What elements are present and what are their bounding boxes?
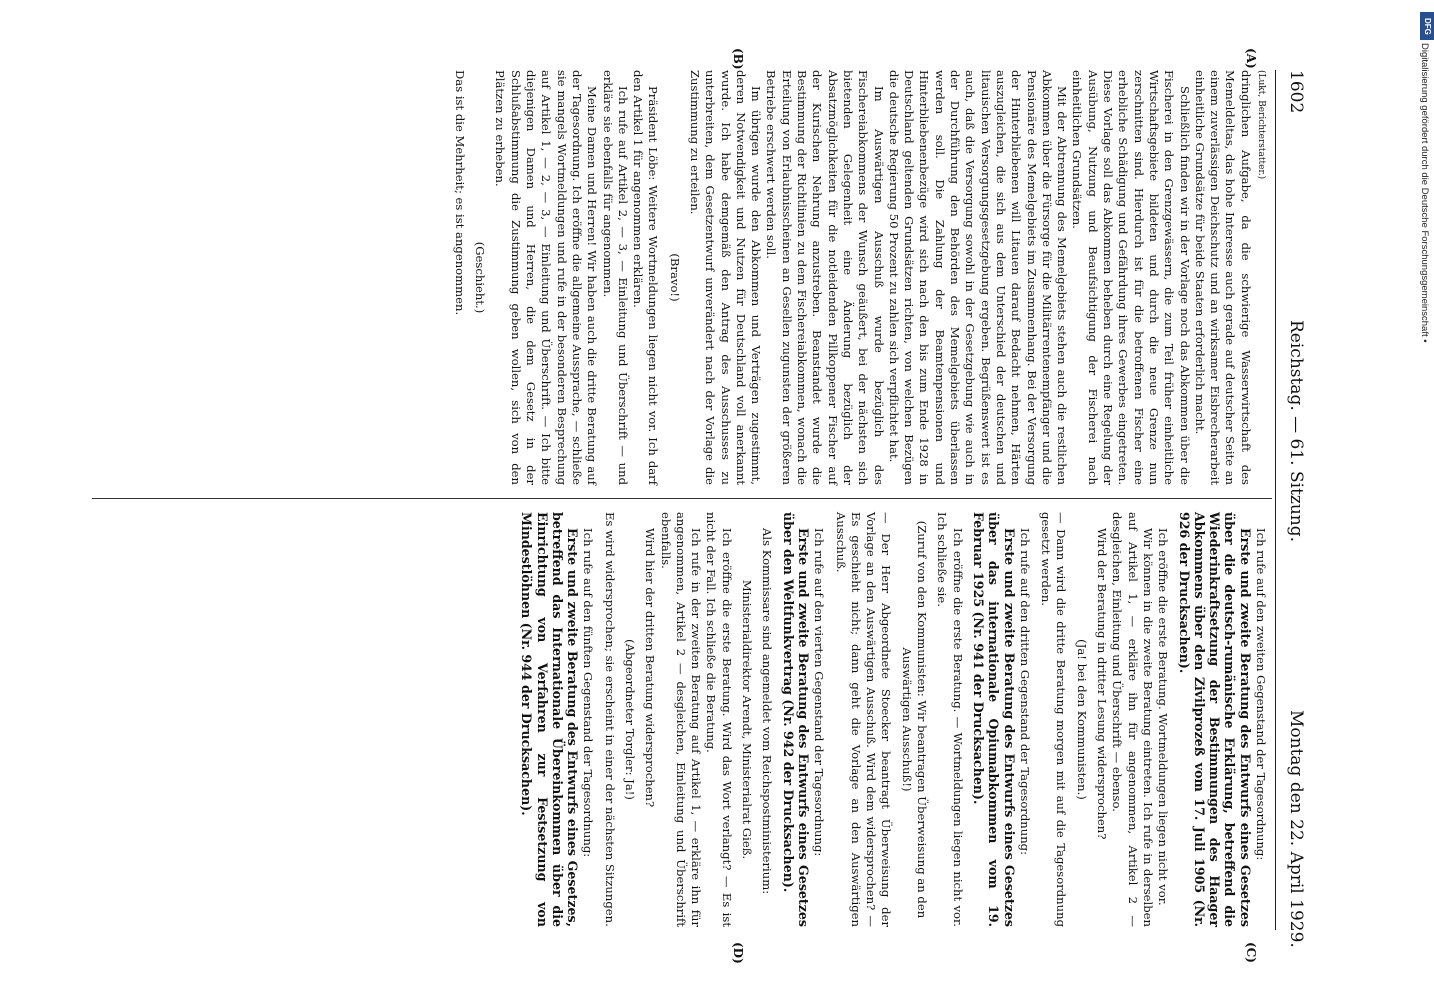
- left-column: [452, 70, 1268, 485]
- paragraph: Ich rufe auf den fünften Gegenstand der Tagesordnung:: [581, 528, 596, 858]
- margin-mark-c: (C): [1244, 942, 1258, 963]
- paragraph: Ich eröffne die erste Beratung. Wird das Wort verlangt? — Es ist nicht der Fall. Ich schließe die Beratung.: [704, 512, 734, 927]
- paragraph: Wir können in die zweite Beratung eintreten. Ich rufe in derselben auf Artikel 1, — erkläre ihn für angenommen, Artikel 2 — desgleichen, Einleitung und Überschrift — ebenso.: [1110, 512, 1155, 927]
- header-date: Montag den 22. April 1929.: [1286, 710, 1306, 948]
- margin-mark-d: (D): [731, 942, 745, 964]
- margin-mark-b: (B): [731, 48, 745, 70]
- header-rule: [1275, 70, 1276, 930]
- paragraph: Als Kommissare sind angemeldet vom Reichspostministerium:: [760, 528, 775, 895]
- paragraph: (Zuruf von den Kommunisten: Wir beantragen Überweisung an den Auswärtigen Ausschuß!): [899, 520, 930, 919]
- digitization-stamp: [1404, 8, 1434, 998]
- paragraph: Ich rufe auf den dritten Gegenstand der Tagesordnung:: [1017, 528, 1032, 855]
- column-divider: [92, 498, 1272, 499]
- paragraph: Mit der Abtrennung des Memelgebiets stehen auch die restlichen Abkommen über die Fürsorge für die Militärrentenempfänger und die Pensionäre des Memelgebiets im Zusammenhang. Bei der Versorgung der Hinterbliebenen will Litauen darauf Bedacht nehmen, Härten auszugleichen, die sich aus dem Unterschied der deutschen und litauischen Versorgungsgesetzgebung ergeben. Begrüßenswert ist es auch, daß die Versorgung sowohl in der Gesetzgebung wie auch in der Durchführung den Behörden des Memelgebiets überlassen werden soll. Die Zahlung der Beamtenpensionen und Hinterbliebenenbezüge wird sich nach den bis zum Ende 1928 in Deutschland geltenden Grundsätzen richten, von welchen Bezügen die deutsche Regierung 50 Prozent zu zahlen sich verpflichtet hat.: [886, 70, 1070, 485]
- page-number: 1602: [1286, 70, 1306, 114]
- paragraph: Erste und zweite Beratung des Entwurfs eines Gesetzes, betreffend das Internationale Übereinkommen über die Einrichtung von Verfahren zur Festsetzung von Mindestlöhnen (Nr. 944 der Drucksachen).: [519, 512, 581, 927]
- dfg-logo: DFG: [1420, 12, 1434, 40]
- header-session: Reichstag. — 61. Sitzung.: [1286, 320, 1306, 543]
- paragraph: (Bravo!): [667, 253, 682, 302]
- paragraph: Das ist die Mehrheit; es ist angenommen.: [452, 70, 467, 316]
- right-column: [519, 512, 1268, 927]
- paragraph: Ich rufe auf den vierten Gegenstand der Tagesordnung:: [812, 528, 827, 857]
- paragraph: Erste und zweite Beratung des Entwurfs eines Gesetzes über die deutsch-rumänische Erklärung, betreffend die Wiederinkraftsetzung der Bestimmungen des Haager Abkommens über den Zivilprozeß vom 17. Juli 1905 (Nr. 926 der Drucksachen).: [1176, 512, 1253, 927]
- paragraph: Erste und zweite Beratung des Entwurfs eines Gesetzes über das internationale Opiumabkommen vom 19. Februar 1925 (Nr. 941 der Drucksachen).: [970, 512, 1017, 927]
- paragraph: Schließlich finden wir in der Vorlage noch das Abkommen über die Fischerei in den Grenzgewässern, die zum Teil früher einheitliche Wirtschaftsgebiete bildeten und durch die neue Grenze nun zerschnitten sind. Hierdurch ist für die betroffenen Fischer eine erhebliche Schädigung und Gefährdung ihres Gewerbes eingetreten. Diese Vorlage soll das Abkommen beheben durch eine Regelung der Ausübung, Nutzung und Beaufsichtigung der Fischerei nach einheitlichen Grundsätzen.: [1070, 70, 1192, 485]
- paragraph: Wird der Beratung in dritter Lesung widersprochen?: [1095, 528, 1110, 840]
- paragraph: Im Auswärtigen Ausschuß wurde bezüglich des Fischereiabkommens der Wunsch geäußert, bei der nächsten sich bietenden Gelegenheit eine Änderung bezüglich der Absatzmöglichkeiten für die notleidenden Pillkoppener Fischer auf der Kurischen Nehrung anzustreben. Beanstandet wurde die Bestimmung der Richtlinien zu dem Fischereiabkommen, wonach die Erteilung von Erlaubnisscheinen an Gesellen zugunsten der größeren Betriebe erschwert werden soll.: [764, 70, 886, 485]
- paragraph: (Abgeordneter Torgler: Ja!): [623, 639, 638, 800]
- paragraph: Wird hier der dritten Beratung widersprochen?: [643, 528, 658, 808]
- paragraph: Ich rufe auf den zweiten Gegenstand der Tagesordnung:: [1254, 528, 1268, 861]
- paragraph: Ich rufe auf Artikel 2, — 3, — Einleitung und Überschrift — und erkläre sie ebenfalls für angenommen.: [600, 70, 630, 485]
- paragraph: Ministerialdirektor Arendt, Ministerialrat Gieß.: [740, 579, 755, 860]
- margin-mark-a: (A): [1244, 48, 1258, 69]
- rotated-page: [80, 48, 1310, 964]
- paragraph: — Der Herr Abgeordnete Stoecker beantragt Überweisung der Vorlage an den Auswärtigen Ausschuß. Wird dem widersprochen? — Es geschieht nicht; dann geht die Vorlage an den Auswärtigen Ausschuß.: [833, 512, 894, 927]
- paragraph: (Geschieht.): [473, 241, 488, 314]
- paragraph: Erste und zweite Beratung des Entwurfs eines Gesetzes über den Weltfunkvertrag (Nr. 942 der Drucksachen).: [780, 512, 811, 927]
- running-header: [1276, 70, 1310, 948]
- paragraph: (Lukt, Berichterstatter.): [1256, 70, 1266, 180]
- paragraph: Ich rufe in der zweiten Beratung auf Artikel 1, — erkläre ihn für angenommen, Artikel 2 — desgleichen, Einleitung und Überschrift ebenfalls.: [658, 512, 704, 927]
- paragraph: Ich eröffne die erste Beratung. — Wortmeldungen liegen nicht vor. Ich schließe sie.: [935, 512, 965, 927]
- paragraph: dringlichen Aufgabe, da die schwierige Wasserwirtschaft des Memeldeltas, das hohe Interesse auch gerade auf deutscher Seite an einem zuverlässigen Deichschutz und an wirksamer Eisbrecherarbeit einheitliche Grundsätze für beide Staaten erforderlich macht.: [1192, 70, 1253, 485]
- stamp-text: Digitalisierung gefördert durch die Deutsche Forschungsgemeinschaft •: [1419, 43, 1430, 343]
- paragraph: Es wird widersprochen; sie erscheint in einer der nächsten Sitzungen.: [602, 512, 617, 927]
- paragraph: (Ja! bei den Kommunisten.): [1074, 639, 1089, 800]
- paragraph: Ich eröffne die erste Beratung. Wortmeldungen liegen nicht vor.: [1156, 528, 1171, 906]
- paragraph: Präsident Löbe: Weitere Wortmeldungen liegen nicht vor. Ich darf den Artikel 1 für angenommen erklären.: [631, 70, 661, 485]
- paragraph: Meine Damen und Herren! Wir haben auch die dritte Beratung auf der Tagesordnung. Ich eröffne die allgemeine Aussprache, — schließe sie mangels Wortmeldungen und rufe in der besonderen Besprechung auf Artikel 1, — 2, — 3, — Einleitung und Überschrift. — Ich bitte diejenigen Damen und Herren, die dem Gesetz in der Schlußabstimmung die Zustimmung geben wollen, sich von den Plätzen zu erheben.: [493, 70, 600, 485]
- paragraph: Im übrigen wurde den Abkommen und Verträgen zugestimmt, deren Notwendigkeit und Nutzen für Deutschland voll anerkannt wurde. Ich habe demgemäß den Antrag des Ausschusses zu unterbreiten, dem Gesetzentwurf unverändert nach der Vorlage die Zustimmung zu erteilen.: [688, 70, 764, 485]
- paragraph: — Dann wird die dritte Beratung morgen mit auf die Tagesordnung gesetzt werden.: [1039, 512, 1069, 927]
